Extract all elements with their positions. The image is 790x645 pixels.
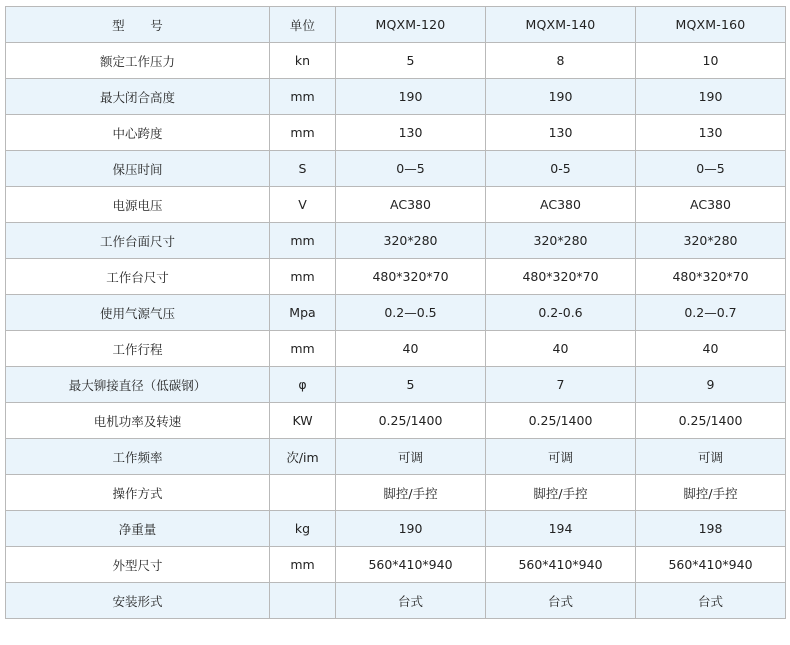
table-row	[6, 583, 786, 619]
param-value-cell: 可调	[336, 439, 486, 475]
param-value-cell: 198	[636, 511, 786, 547]
param-value-cell: 8	[486, 43, 636, 79]
param-name-cell: 工作台面尺寸	[6, 223, 270, 259]
param-value-cell: 480*320*70	[336, 259, 486, 295]
param-value-cell: 5	[336, 43, 486, 79]
param-unit-cell: KW	[270, 403, 336, 439]
param-value-cell: 台式	[336, 583, 486, 619]
param-name-cell: 工作台尺寸	[6, 259, 270, 295]
header-model-cell: MQXM-140	[486, 7, 636, 43]
param-value-cell: 0.2-0.6	[486, 295, 636, 331]
param-unit-cell: mm	[270, 223, 336, 259]
table-row	[6, 115, 786, 151]
param-value-cell: 脚控/手控	[636, 475, 786, 511]
param-unit-cell: mm	[270, 259, 336, 295]
param-name-cell: 工作行程	[6, 331, 270, 367]
param-value-cell: 560*410*940	[336, 547, 486, 583]
param-value-cell: 320*280	[486, 223, 636, 259]
param-value-cell: 台式	[486, 583, 636, 619]
param-value-cell: 130	[636, 115, 786, 151]
param-name-cell: 使用气源气压	[6, 295, 270, 331]
param-value-cell: AC380	[636, 187, 786, 223]
param-name-cell: 操作方式	[6, 475, 270, 511]
param-value-cell: AC380	[336, 187, 486, 223]
table-row	[6, 43, 786, 79]
param-name-cell: 额定工作压力	[6, 43, 270, 79]
param-value-cell: 194	[486, 511, 636, 547]
param-unit-cell: mm	[270, 547, 336, 583]
param-value-cell: 5	[336, 367, 486, 403]
param-value-cell: 0-5	[486, 151, 636, 187]
param-value-cell: 脚控/手控	[336, 475, 486, 511]
param-unit-cell: Mpa	[270, 295, 336, 331]
param-value-cell: 320*280	[636, 223, 786, 259]
param-name-cell: 工作频率	[6, 439, 270, 475]
header-name-cell: 型 号	[6, 7, 270, 43]
param-value-cell: 脚控/手控	[486, 475, 636, 511]
param-value-cell: 0.2—0.7	[636, 295, 786, 331]
param-value-cell: 190	[486, 79, 636, 115]
param-value-cell: 台式	[636, 583, 786, 619]
spec-table	[5, 6, 786, 619]
header-row	[6, 7, 786, 43]
table-row	[6, 187, 786, 223]
param-unit-cell: 次/im	[270, 439, 336, 475]
param-value-cell: 可调	[636, 439, 786, 475]
param-unit-cell	[270, 583, 336, 619]
param-name-cell: 最大闭合高度	[6, 79, 270, 115]
header-unit-cell: 单位	[270, 7, 336, 43]
table-row	[6, 511, 786, 547]
param-value-cell: 0.2—0.5	[336, 295, 486, 331]
param-unit-cell: mm	[270, 115, 336, 151]
header-model-cell: MQXM-160	[636, 7, 786, 43]
table-row	[6, 547, 786, 583]
param-name-cell: 电机功率及转速	[6, 403, 270, 439]
param-unit-cell: V	[270, 187, 336, 223]
param-value-cell: 7	[486, 367, 636, 403]
table-row	[6, 259, 786, 295]
param-value-cell: 190	[336, 511, 486, 547]
param-value-cell: 320*280	[336, 223, 486, 259]
param-value-cell: 190	[336, 79, 486, 115]
param-unit-cell: S	[270, 151, 336, 187]
spec-table-body	[6, 7, 786, 619]
param-value-cell: 9	[636, 367, 786, 403]
table-row	[6, 223, 786, 259]
param-name-cell: 净重量	[6, 511, 270, 547]
param-name-cell: 保压时间	[6, 151, 270, 187]
param-name-cell: 外型尺寸	[6, 547, 270, 583]
param-value-cell: 480*320*70	[636, 259, 786, 295]
table-row	[6, 295, 786, 331]
param-unit-cell: kg	[270, 511, 336, 547]
param-value-cell: 0.25/1400	[486, 403, 636, 439]
table-row	[6, 79, 786, 115]
param-value-cell: 40	[636, 331, 786, 367]
table-row	[6, 151, 786, 187]
table-row	[6, 367, 786, 403]
param-name-cell: 最大铆接直径（低碳钢）	[6, 367, 270, 403]
param-value-cell: 190	[636, 79, 786, 115]
param-value-cell: AC380	[486, 187, 636, 223]
table-row	[6, 403, 786, 439]
param-value-cell: 40	[336, 331, 486, 367]
param-unit-cell: φ	[270, 367, 336, 403]
param-value-cell: 0—5	[636, 151, 786, 187]
param-value-cell: 40	[486, 331, 636, 367]
param-name-cell: 安装形式	[6, 583, 270, 619]
param-value-cell: 0.25/1400	[336, 403, 486, 439]
table-row	[6, 439, 786, 475]
header-model-cell: MQXM-120	[336, 7, 486, 43]
param-unit-cell: kn	[270, 43, 336, 79]
table-row	[6, 475, 786, 511]
table-row	[6, 331, 786, 367]
param-unit-cell: mm	[270, 79, 336, 115]
param-value-cell: 0.25/1400	[636, 403, 786, 439]
param-name-cell: 中心跨度	[6, 115, 270, 151]
param-value-cell: 130	[336, 115, 486, 151]
param-unit-cell	[270, 475, 336, 511]
param-value-cell: 560*410*940	[636, 547, 786, 583]
param-unit-cell: mm	[270, 331, 336, 367]
param-value-cell: 560*410*940	[486, 547, 636, 583]
param-value-cell: 10	[636, 43, 786, 79]
param-value-cell: 480*320*70	[486, 259, 636, 295]
param-name-cell: 电源电压	[6, 187, 270, 223]
param-value-cell: 130	[486, 115, 636, 151]
param-value-cell: 可调	[486, 439, 636, 475]
param-value-cell: 0—5	[336, 151, 486, 187]
